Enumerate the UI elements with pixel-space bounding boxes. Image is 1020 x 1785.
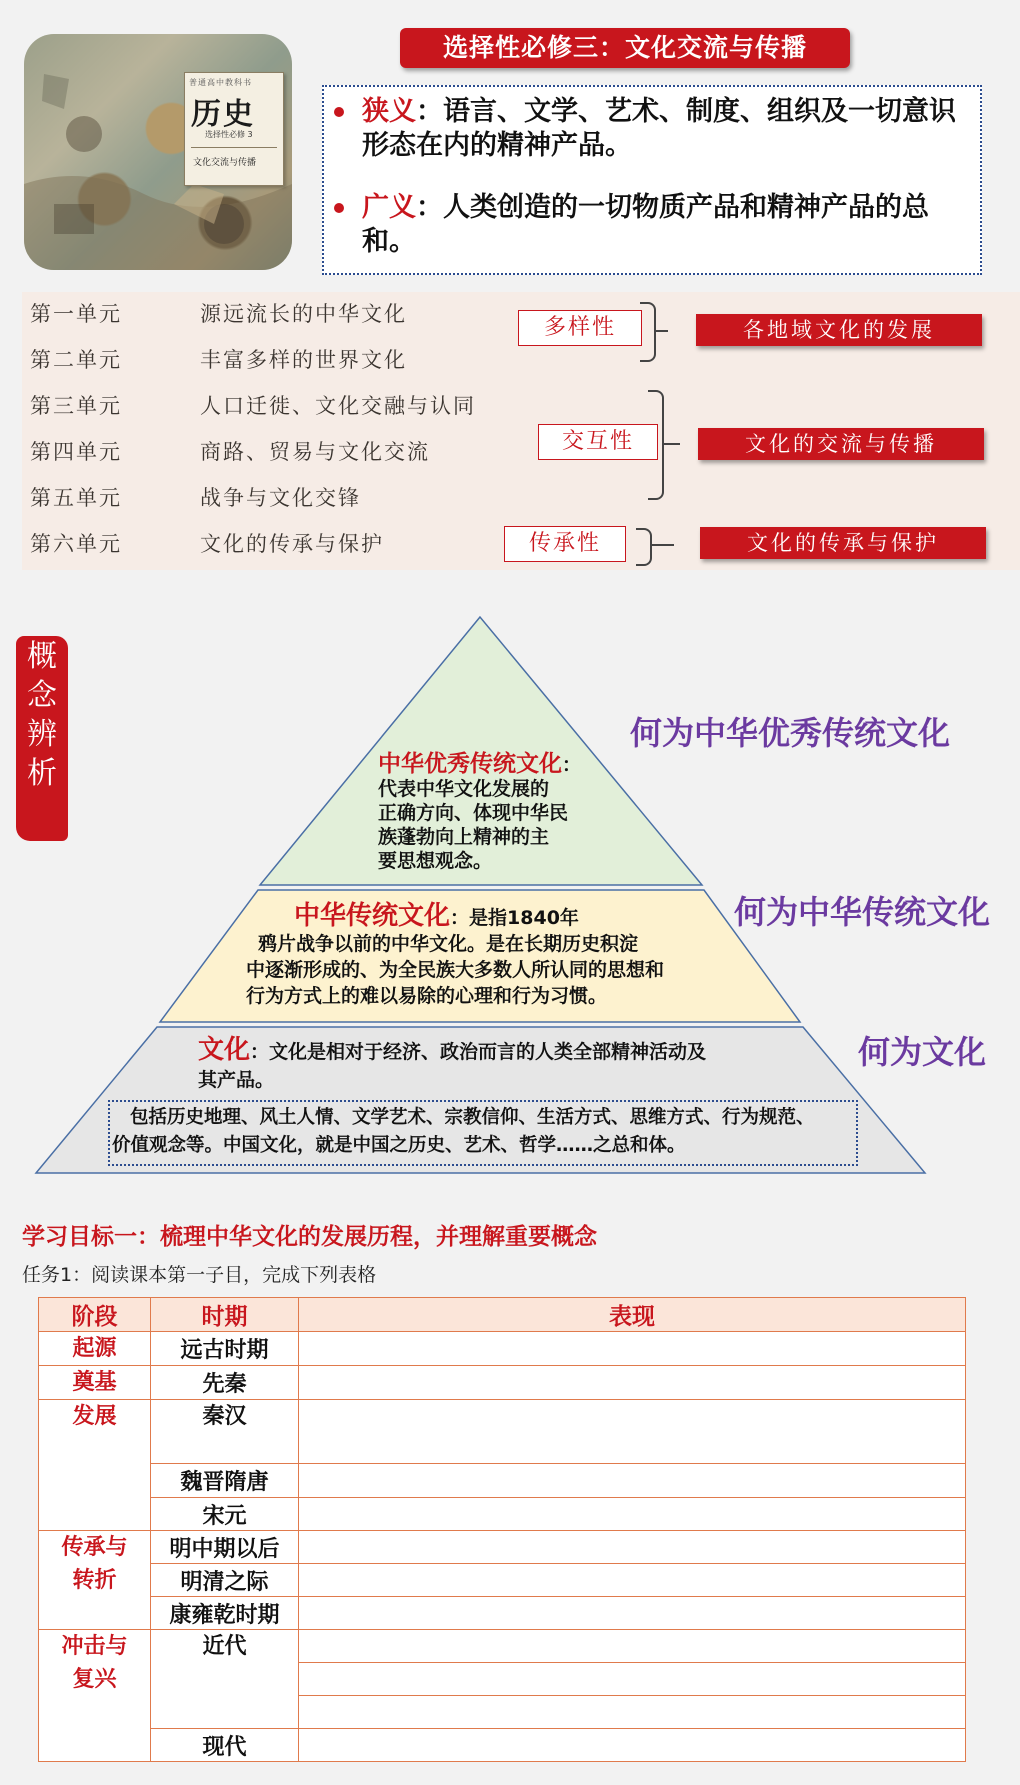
unit-title: 文化的传承与保护 [200,532,384,556]
textbook-cover [24,34,292,270]
stages-table [38,1297,966,1762]
series-text: 普通高中教科书 [189,78,252,87]
performance-input[interactable] [299,1630,966,1663]
bracket [640,302,656,362]
unit-row [30,390,476,420]
stage-line: 复兴 [72,1667,117,1692]
performance-input[interactable] [299,1696,966,1729]
bracket [648,390,664,500]
header-period: 时期 [151,1298,299,1332]
stage-cell: 奠基 [39,1366,151,1400]
unit-row [30,344,407,374]
middle-heading: 中华传统文化 [294,901,451,931]
cover-subtitle: 选择性必修 3 [205,130,253,139]
trait-inheritance: 传承性 [504,526,626,562]
top-line: 正确方向、体现中华民 [378,802,569,824]
top-line: 族蓬勃向上精神的主 [378,826,550,848]
period-cell: 现代 [151,1729,299,1762]
header-stage: 阶段 [39,1298,151,1332]
unit-number: 第四单元 [30,440,122,464]
unit-title: 战争与文化交锋 [200,486,361,510]
broad-definition [362,191,966,259]
cover-label [184,72,284,186]
connector [650,544,674,546]
middle-line: 中逐渐形成的、为全民族大多数人所认同的思想和 [246,959,665,981]
performance-input[interactable] [299,1564,966,1597]
base-colon: ： [250,1041,270,1063]
unit-title: 商路、贸易与文化交流 [200,440,430,464]
stage-line: 传承与 [61,1535,128,1560]
performance-input[interactable] [299,1332,966,1366]
result-regional-culture: 各地域文化的发展 [696,314,982,346]
trait-interaction: 交互性 [538,424,658,460]
table-row [39,1498,966,1531]
period-cell: 秦汉 [151,1400,299,1464]
table-header-row [39,1298,966,1332]
volume-title: 文化交流与传播 [193,158,257,168]
top-line: 代表中华文化发展的 [378,778,550,800]
period-cell: 明中期以后 [151,1531,299,1564]
trait-diversity: 多样性 [518,310,642,346]
definition-box [322,85,982,275]
table-row [39,1729,966,1762]
unit-title: 丰富多样的世界文化 [200,348,407,372]
question-traditional: 何为中华传统文化 [734,893,991,931]
broad-text: 人类创造的一切物质产品和精神产品的总和。 [362,192,929,257]
table-row [39,1400,966,1464]
tag-char: 辨 [27,717,57,752]
broad-colon: ： [416,192,443,223]
narrow-colon: ： [416,96,443,127]
performance-input[interactable] [299,1498,966,1531]
period-cell: 魏晋隋唐 [151,1464,299,1498]
scope-line: 包括历史地理、风土人情、文学艺术、宗教信仰、生活方式、思维方式、行为规范、 [130,1107,815,1128]
connector [662,443,680,445]
period-cell: 近代 [151,1630,299,1729]
unit-title: 人口迁徙、文化交融与认同 [200,394,476,418]
middle-tier-text [246,903,664,1009]
narrow-key: 狭义 [362,96,416,127]
stage-cell [39,1630,151,1762]
unit-title: 源远流长的中华文化 [200,302,407,326]
table-row [39,1464,966,1498]
cover-divider [191,147,277,148]
performance-input[interactable] [299,1597,966,1630]
table-row [39,1332,966,1366]
top-line: 要思想观念。 [378,850,493,872]
unit-row [30,436,430,466]
performance-input[interactable] [299,1531,966,1564]
period-cell: 宋元 [151,1498,299,1531]
top-heading: 中华优秀传统文化 [378,751,562,777]
subject-title: 历史 [191,97,255,132]
stage-cell: 起源 [39,1332,151,1366]
performance-input[interactable] [299,1464,966,1498]
bracket [636,528,652,566]
stage-line: 转折 [72,1568,117,1593]
result-inherit-protect: 文化的传承与保护 [700,527,986,559]
culture-scope-text [112,1104,815,1160]
unit-row [30,482,361,512]
performance-input[interactable] [299,1663,966,1696]
header-performance: 表现 [299,1298,966,1332]
period-cell: 先秦 [151,1366,299,1400]
tag-char: 念 [27,678,57,713]
unit-number: 第三单元 [30,394,122,418]
result-exchange-spread: 文化的交流与传播 [698,428,984,460]
table-row [39,1564,966,1597]
performance-input[interactable] [299,1729,966,1762]
page-title: 选择性必修三：文化交流与传播 [400,28,850,68]
period-cell: 康雍乾时期 [151,1597,299,1630]
table-row [39,1597,966,1630]
unit-row [30,528,384,558]
broad-key: 广义 [362,192,416,223]
connector [654,330,668,332]
period-cell: 远古时期 [151,1332,299,1366]
performance-input[interactable] [299,1366,966,1400]
base-line: 其产品。 [198,1069,275,1091]
middle-colon: ： [450,907,470,929]
base-line: 文化是相对于经济、政治而言的人类全部精神活动及 [269,1041,707,1063]
unit-number: 第五单元 [30,486,122,510]
table-row [39,1630,966,1663]
unit-number: 第六单元 [30,532,122,556]
performance-input[interactable] [299,1400,966,1464]
middle-line: 鸦片战争以前的中华文化。是在长期历史积淀 [258,933,639,955]
base-tier-text [198,1036,706,1094]
unit-row [30,298,407,328]
base-heading: 文化 [198,1035,251,1065]
task-instruction: 任务1：阅读课本第一子目，完成下列表格 [22,1264,377,1286]
top-tier-text [378,752,581,873]
stage-cell [39,1531,151,1630]
bullet-icon [334,203,344,213]
top-colon: ： [562,754,582,776]
unit-number: 第一单元 [30,302,122,326]
learning-goal: 学习目标一：梳理中华文化的发展历程，并理解重要概念 [22,1224,597,1250]
stage-line: 冲击与 [61,1634,128,1659]
middle-line: 是指1840年 [469,907,579,929]
tag-char: 析 [27,756,57,791]
period-cell: 明清之际 [151,1564,299,1597]
question-excellent-traditional: 何为中华优秀传统文化 [630,714,951,752]
unit-number: 第二单元 [30,348,122,372]
middle-line: 行为方式上的难以易除的心理和行为习惯。 [246,985,608,1007]
scope-line: 价值观念等。中国文化，就是中国之历史、艺术、哲学……之总和体。 [112,1135,686,1156]
narrow-text: 语言、文学、艺术、制度、组织及一切意识形态在内的精神产品。 [362,96,956,161]
stage-cell: 发展 [39,1400,151,1531]
tag-char: 概 [27,639,57,674]
question-culture: 何为文化 [858,1033,987,1071]
bullet-icon [334,107,344,117]
table-row [39,1531,966,1564]
narrow-definition [362,95,966,163]
table-row [39,1366,966,1400]
